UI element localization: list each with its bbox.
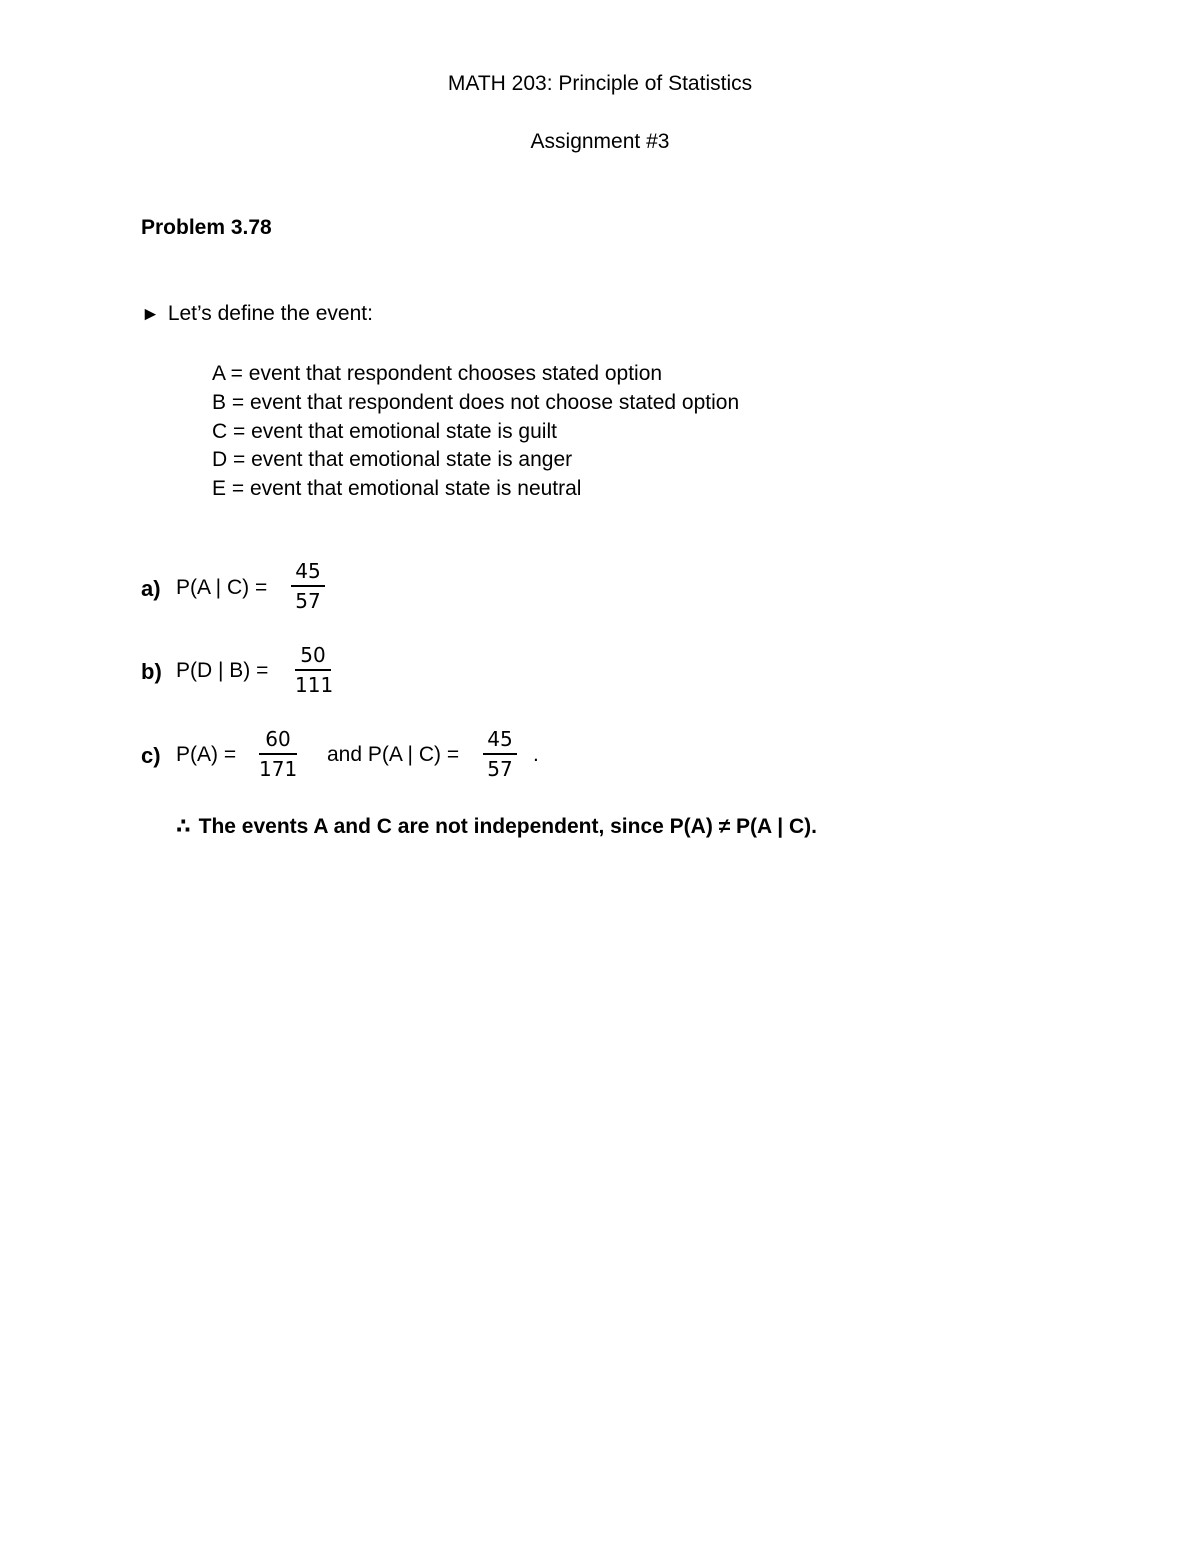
- therefore-icon: ∴: [176, 815, 191, 838]
- arrow-bullet-icon: ►: [141, 304, 160, 325]
- event-definitions: [212, 360, 739, 504]
- problem-heading: Problem 3.78: [141, 216, 272, 239]
- conclusion: [176, 814, 817, 839]
- part-b: [141, 642, 541, 702]
- part-b-expression: P(D | B) =: [176, 659, 269, 682]
- part-c-fraction-2-numerator: 45: [487, 727, 513, 751]
- part-c-fraction-2: [483, 726, 517, 782]
- fraction-bar: [259, 753, 297, 755]
- part-b-denominator: 111: [295, 673, 334, 697]
- part-b-numerator: 50: [300, 643, 326, 667]
- definition-d: D = event that emotional state is anger: [212, 448, 573, 472]
- part-c: [141, 726, 741, 786]
- part-a-label: a): [141, 576, 161, 601]
- part-a: [141, 558, 541, 618]
- part-c-fraction-1-numerator: 60: [265, 727, 291, 751]
- part-a-expression: P(A | C) =: [176, 576, 268, 599]
- part-c-period: .: [533, 743, 539, 766]
- assignment-title: Assignment #3: [530, 130, 670, 153]
- definition-c: C = event that emotional state is guilt: [212, 419, 557, 443]
- intro-text: Let’s define the event:: [167, 302, 373, 325]
- part-a-fraction: [291, 558, 325, 614]
- part-c-fraction-1-denominator: 171: [259, 757, 298, 781]
- part-c-label: c): [141, 743, 161, 768]
- fraction-bar: [483, 753, 517, 755]
- fraction-bar: [291, 585, 325, 587]
- part-c-expression-2: and P(A | C) =: [327, 743, 460, 766]
- definition-e: E = event that emotional state is neutral: [212, 477, 582, 501]
- part-c-expression-1: P(A) =: [176, 743, 237, 766]
- course-title: MATH 203: Principle of Statistics: [447, 72, 753, 95]
- definition-a: A = event that respondent chooses stated option: [212, 362, 663, 385]
- conclusion-text: The events A and C are not independent, since P(A) ≠ P(A | C).: [198, 815, 817, 838]
- fraction-bar: [295, 669, 331, 671]
- part-a-denominator: 57: [295, 589, 321, 613]
- part-c-fraction-1: [259, 726, 297, 782]
- definition-b: B = event that respondent does not choose stated option: [212, 390, 740, 414]
- part-a-numerator: 45: [295, 559, 321, 583]
- part-b-label: b): [141, 659, 162, 684]
- part-b-fraction: [295, 642, 334, 698]
- part-c-fraction-2-denominator: 57: [487, 757, 513, 781]
- intro-line: [141, 302, 373, 326]
